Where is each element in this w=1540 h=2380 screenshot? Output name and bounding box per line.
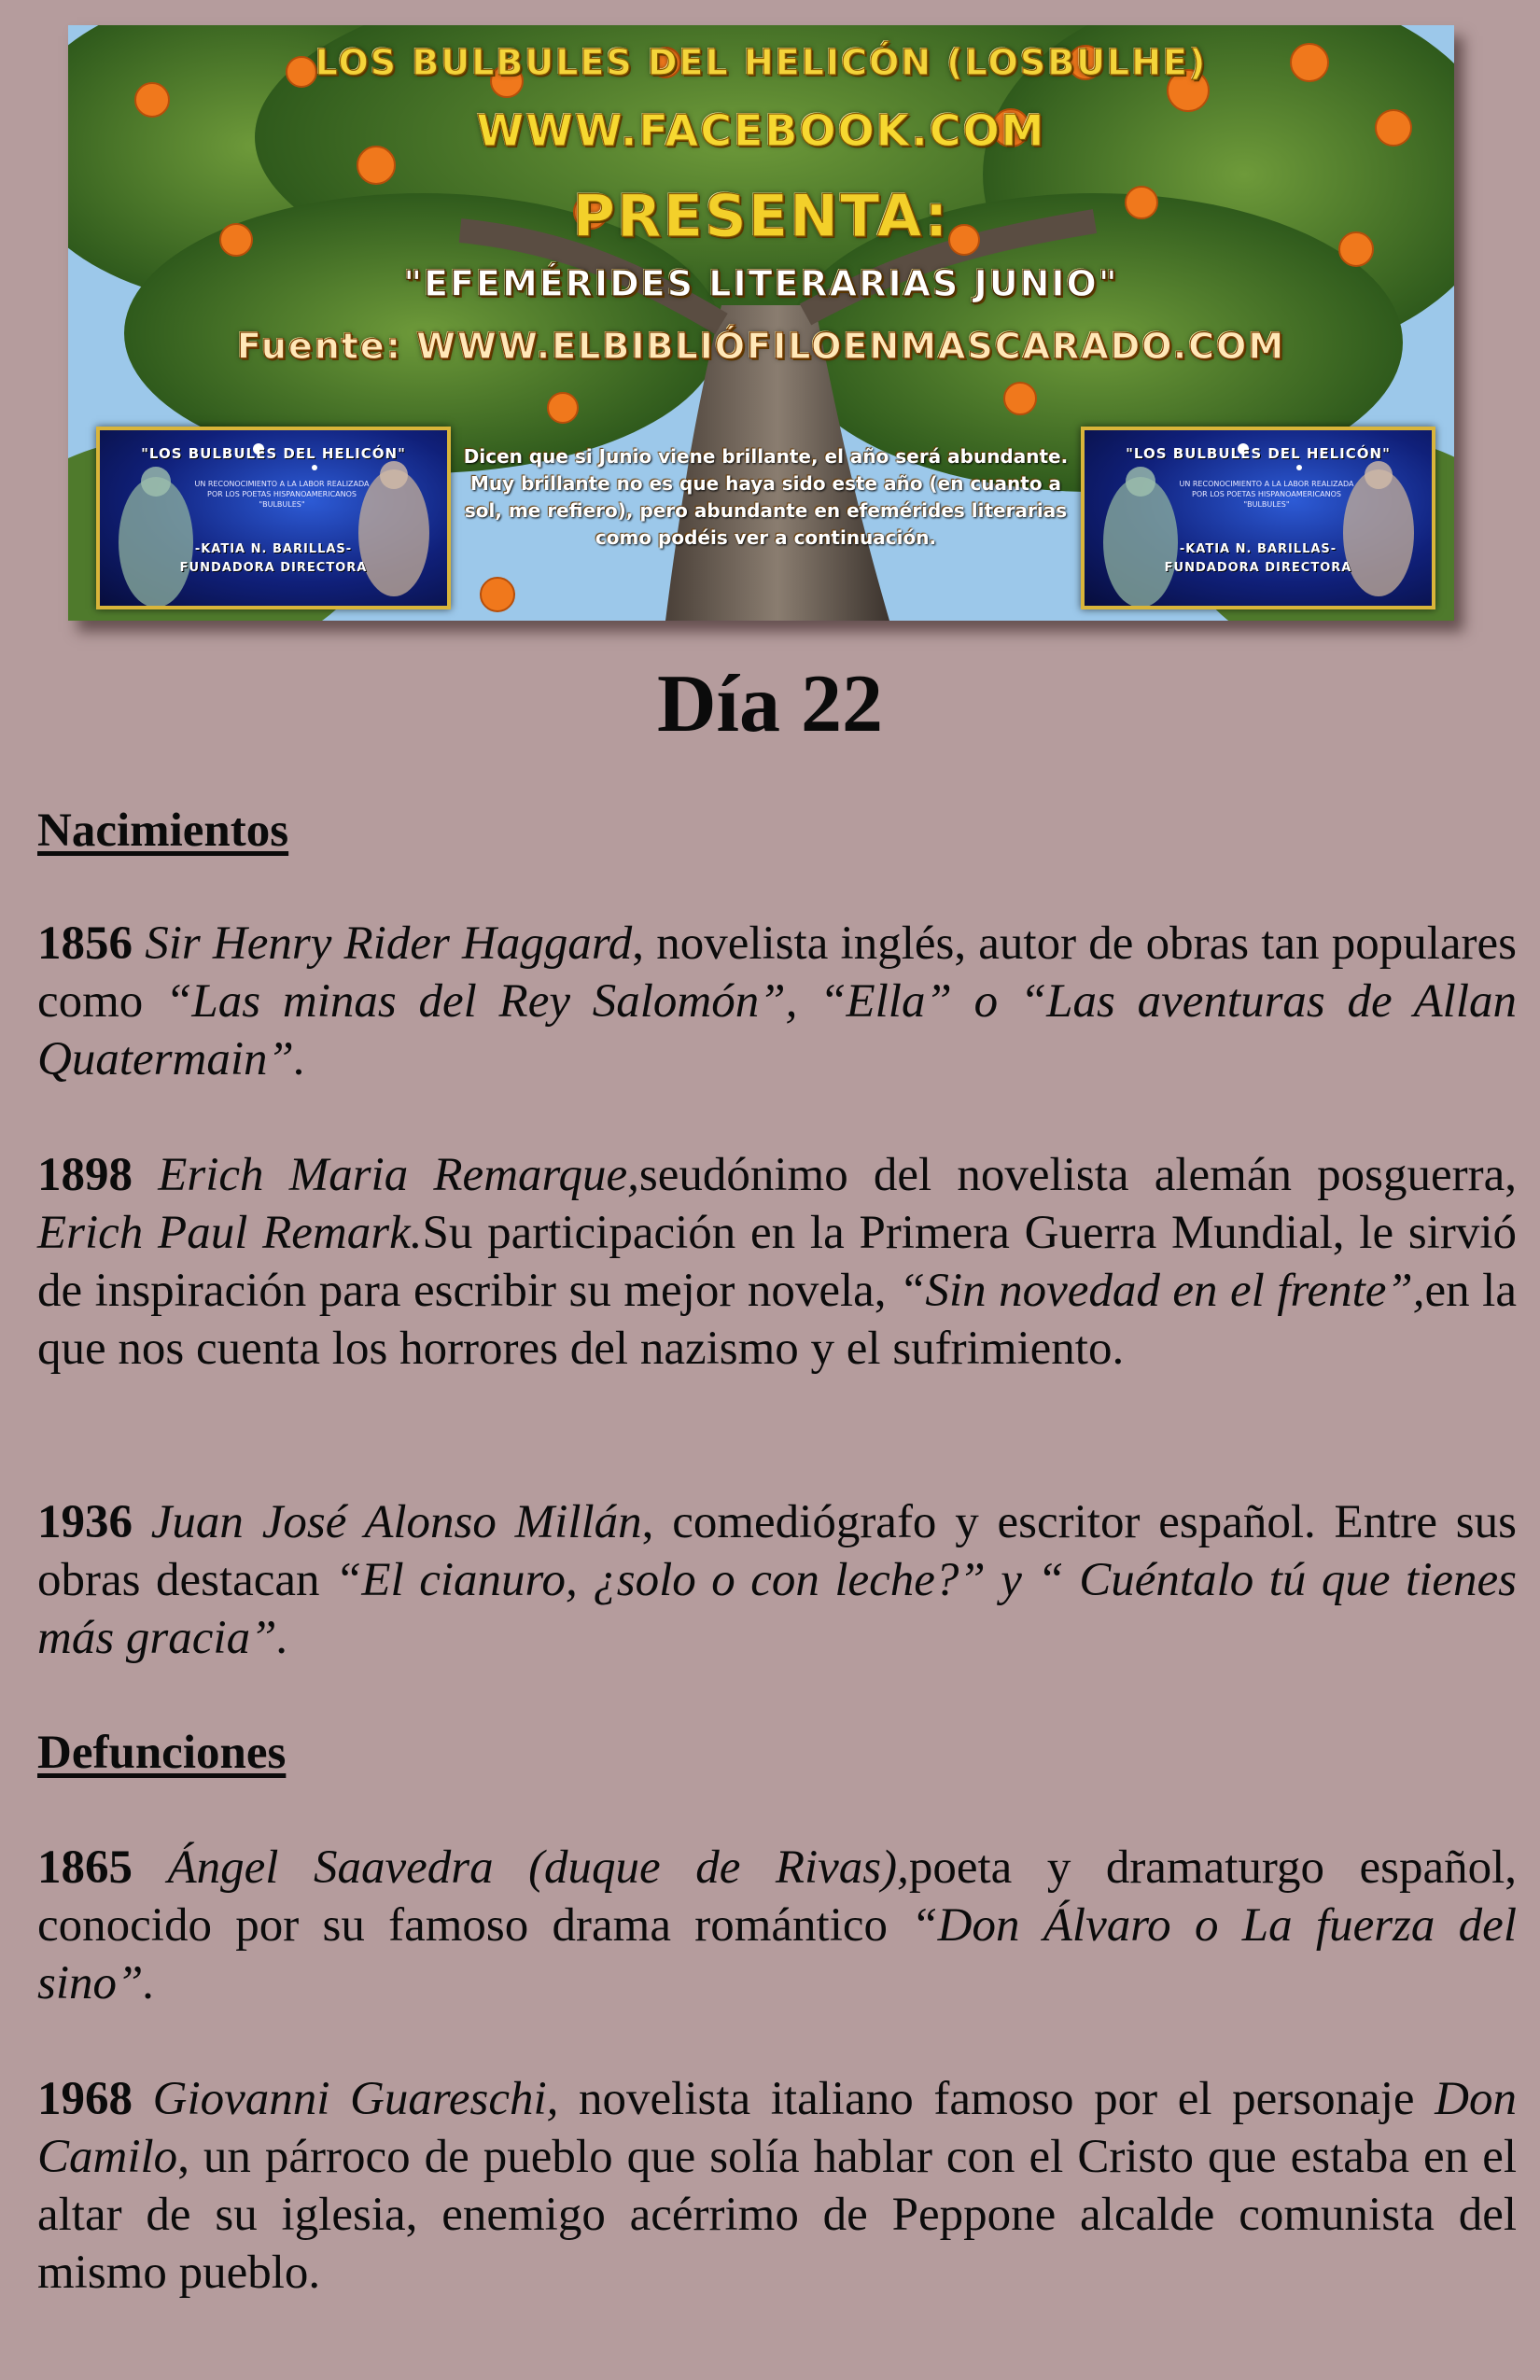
badge-title: "LOS BULBULES DEL HELICÓN" — [141, 445, 406, 462]
badge-left — [96, 427, 451, 609]
entry-name: Erich Maria Remarque, — [158, 1149, 639, 1201]
banner-title: LOS BULBULES DEL HELICÓN (LOSBULHE) — [315, 42, 1208, 83]
day-title: Día 22 — [657, 659, 883, 749]
banner-subtitle: "EFEMÉRIDES LITERARIAS JUNIO" — [403, 263, 1119, 304]
entry-description: novelista italiano famoso por el personaje — [558, 2073, 1435, 2125]
entry-year: 1865 — [37, 1841, 133, 1894]
badge-founder-role: FUNDADORA DIRECTORA — [179, 561, 368, 575]
badge-subtitle: UN RECONOCIMIENTO A LA LABOR REALIZADA POR LOS POETAS HISPANOAMERICANOS "BULBULES" — [194, 480, 370, 509]
entry-name: Sir Henry Rider Haggard — [145, 917, 633, 970]
death-entry-1865 — [37, 1839, 1517, 2012]
badge-founder-name: -KATIA N. BARILLAS- — [1179, 542, 1337, 556]
entry-name: Ángel Saavedra (duque de Rivas), — [167, 1841, 909, 1894]
badge-name — [1085, 540, 1432, 578]
banner-quote: Dicen que si Junio viene brillante, el año será abundante. Muy brillante no es que haya sido este año (en cuanto a sol, me refiero), pero abundante en efemérides literarias como podéis ver a continuación. — [463, 445, 1069, 549]
banner-source: Fuente: WWW.ELBIBLIÓFILOENMASCARADO.COM — [236, 326, 1286, 367]
badge-subtitle: UN RECONOCIMIENTO A LA LABOR REALIZADA POR LOS POETAS HISPANOAMERICANOS "BULBULES" — [1179, 480, 1354, 509]
entry-year: 1968 — [37, 2073, 133, 2125]
entry-works: “Las minas del Rey Salomón”, “Ella” o “Las aventuras de Allan Quatermain”. — [37, 975, 1517, 1085]
birth-entry-1856 — [37, 915, 1517, 1088]
entry-year: 1856 — [37, 917, 133, 970]
banner-facebook-url: WWW.FACEBOOK.COM — [476, 105, 1046, 156]
entry-description-3: en la que nos cuenta los horrores del nazismo y el sufrimiento. — [37, 1265, 1517, 1375]
badge-founder-role: FUNDADORA DIRECTORA — [1164, 561, 1352, 575]
entry-works: “El cianuro, ¿solo o con leche?” y “ Cuéntalo tú que tienes más gracia”. — [37, 1554, 1518, 1664]
entry-description: , comediógrafo y escritor español. Entre sus obras destacan — [37, 1496, 1517, 1606]
entry-works: Don Camilo — [37, 2073, 1517, 2183]
header-banner-image — [68, 25, 1454, 621]
births-heading: Nacimientos — [37, 805, 289, 857]
entry-year: 1898 — [37, 1149, 133, 1201]
entry-description-2: Su participación en la Primera Guerra Mundial, le sirvió de inspiración para escribir su mejor novela, — [37, 1207, 1517, 1317]
badge-right — [1081, 427, 1435, 609]
badge-title: "LOS BULBULES DEL HELICÓN" — [1126, 445, 1391, 462]
entry-description: poeta y dramaturgo español, conocido por su famoso drama romántico — [37, 1841, 1518, 1952]
entry-year: 1936 — [37, 1496, 133, 1548]
entry-works: “Sin novedad en el frente”, — [899, 1265, 1425, 1317]
deaths-heading: Defunciones — [37, 1727, 287, 1779]
banner-presenta: PRESENTA: — [572, 182, 950, 250]
entry-works: “Don Álvaro o La fuerza del sino”. — [37, 1899, 1517, 2009]
birth-entry-1898 — [37, 1146, 1517, 1378]
entry-name: Juan José Alonso Millán — [150, 1496, 642, 1548]
entry-description: seudónimo del novelista alemán posguerra, — [638, 1149, 1518, 1201]
entry-real-name: Erich Paul Remark. — [37, 1207, 423, 1259]
entry-name: Giovanni Guareschi, — [152, 2073, 559, 2125]
badge-founder-name: -KATIA N. BARILLAS- — [194, 542, 353, 556]
entry-description: , novelista inglés, autor de obras tan populares como — [37, 917, 1517, 1028]
death-entry-1968 — [37, 2070, 1517, 2302]
entry-description-2: , un párroco de pueblo que solía hablar con el Cristo que estaba en el altar de su iglesia, enemigo acérrimo de Peppone alcalde comunista del mismo pueblo. — [37, 2131, 1517, 2299]
birth-entry-1936 — [37, 1493, 1517, 1667]
badge-name — [100, 540, 447, 578]
